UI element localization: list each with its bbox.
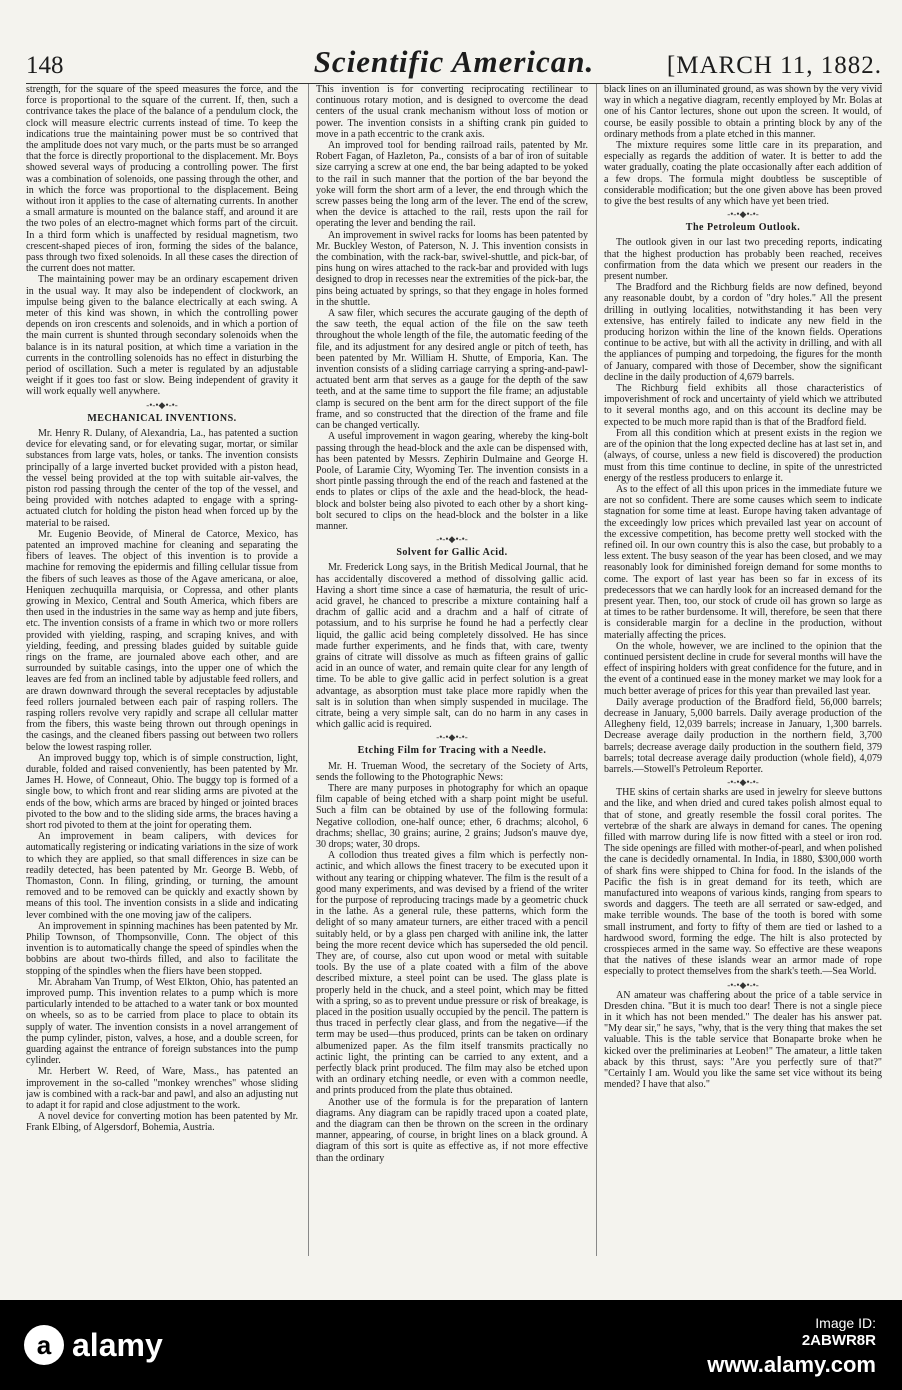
article-text: An improvement in swivel racks for looms has been patented by Mr. Buckley Weston, of Paterson, N. J. This invention consists in the combination, with the rack-bar, swivel-shuttle, and pick-bar, of pins hung on wires attached to the rack-bar and provided with lugs designed to drop in recesses near the extremities of the pick-bar, the pins being actuated by springs, so that they engage in holes formed in the shuttle.	[316, 229, 588, 308]
column-divider	[308, 84, 309, 1256]
masthead	[26, 44, 882, 84]
section-ornament: -•-•◆•-•-	[727, 777, 759, 788]
image-id-block	[802, 1314, 876, 1350]
column-right	[604, 84, 882, 1256]
article-text: An improved tool for bending railroad rails, patented by Mr. Robert Fagan, of Hazleton, Pa., consists of a bar of iron of suitable size carrying a screw at one end, the bar being adapted to be yoked to the rail in such manner that the portion of the bar beyond the yoke will form the short arm of a lever, the end through which the screw passes being the long arm of the lever. The end of the screw, when the device is attached to the rail, rests upon the rail for operating the lever and bending the rail.	[316, 140, 588, 230]
article-text: The maintaining power may be an ordinary escapement driven in the usual way. It may also be independent of clockwork, an impulse being given to the balance electrically at each swing. A meter of this kind was shown, in which the controlling power depends on iron crescents and solenoids, and in which a portion of the main current is shunted through secondary solenoids when the balance is in its natural position, at which time a variation in the currents in the controlling solenoids has no effect in disturbing the period of oscillation. Such a meter is regulated by an adjustable weight if it goes too fast or slow. Being independent of gravity it will work equally well anywhere.	[26, 274, 298, 398]
section-ornament: -•-•◆•-•-	[436, 732, 468, 743]
article-text: This invention is for converting reciprocating rectilinear to continuous rotary motion, and is designed to overcome the dead centers of the usual crank mechanism without loss of motion or power. The invention consists in a shifting crank pin guided to move in a path eccentric to the crank axis.	[316, 84, 588, 140]
section-ornament: -•-•◆•-•-	[727, 209, 759, 220]
section-heading-mechanical-inventions: MECHANICAL INVENTIONS.	[87, 412, 237, 424]
article-text: An improvement in beam calipers, with devices for automatically registering or indicating variations in the size of work to which they are applied, so that small differences in size can be readily detected, has been patented by Mr. George B. Webb, of Thomaston, Conn. In filing, grinding, or turning, the amount removed and to be removed can be quickly and exactly shown by means of this tool. The invention consists in a slide and indicating lever combined with the one moving jaw of the calipers.	[26, 831, 298, 921]
section-ornament: -•-•◆•-•-	[436, 534, 468, 545]
article-text: A saw filer, which secures the accurate gauging of the depth of the saw teeth, the equal action of the file on the saw teeth throughout the whole length of the file, the automatic feeding of the file, and its adjustment for any desired angle or pitch of teeth, has been patented by Mr. William H. Shutte, of Emporia, Kan. The invention consists of a sliding carriage carrying a spring-and-pawl-actuated bent arm that serves as a gauge for the depth of the saw teeth, and at the same time to support the file frame; an adjustable clamp is secured on the bent arm for the direct support of the file frame, and so constructed that the direction of the frame and file can be changed vertically.	[316, 308, 588, 432]
alamy-logo	[24, 1322, 246, 1368]
article-text: The outlook given in our last two preceding reports, indicating that the highest production has probably been reached, receives confirmation from the data which we present our readers in the present number.	[604, 237, 882, 283]
article-text: An improvement in spinning machines has been patented by Mr. Philip Townson, of Thompsonville, Conn. The object of this invention is to automatically change the speed of spindles when the bobbins are about two-thirds filled, and also to facilitate the stopping of the spindles when the fliers have been stopped.	[26, 920, 298, 977]
column-middle	[316, 84, 588, 1256]
article-text: Another use of the formula is for the preparation of lantern diagrams. Any diagram can be rapidly traced upon a coated plate, and the diagram can then be thrown on the screen in the ordinary manner, appearing, of course, in bright lines on a black ground. A diagram of this sort is quite as effective as, if not more effective than the ordinary	[316, 1096, 588, 1164]
article-text: An improved buggy top, which is of simple construction, light, durable, folded and raised conveniently, has been patented by Mr. James H. Howe, of Conneaut, Ohio. The buggy top is formed of a single bow, to which front and rear sliding arms are pivoted at the ends of the bow, which arms are braced by hinged or jointed braces pivoted to the bow and to the sliding side arms, the braces having a short rod pivoted to them at the joint for operating them.	[26, 752, 298, 831]
article-text: From all this condition which at present exists in the region we are of the opinion that the long expected decline has at last set in, and (always, of course, unless a new field is discovered) the production must from this time continue to decline, in spite of the unrestricted energy of the restless producers to enlarge it.	[604, 427, 882, 484]
article-text: As to the effect of all this upon prices in the immediate future we are not so confident. There are some causes which seem to indicate stagnation for some time at least. Europe having taken advantage of the exceedingly low prices which prevailed last year on account of the excessive competition, has become pretty well stocked with the refined oil. In our own country this is also the case, but probably to a less extent. The busy season of the year has been closed, and we may reasonably look for diminished foreign demand for some months to come. The export of last year has been so far in excess of its predecessors that we can hardly look for an increased demand for the present year. Then, too, our stock of crude oil has grown so large as at times to be rather burdensome. It will, therefore, be seen that there is considerable margin for a decline in the production, without materially affecting the prices.	[604, 483, 882, 641]
article-text: Mr. Eugenio Beovide, of Mineral de Catorce, Mexico, has patented an improved machine for cleaning and separating the fibers of leaves. The object of this invention is to provide a machine for removing the epidermis and filling cellular tissue from the fibers of such leaves as those of the Agave americana, or aloe, Heniquen zechuquilla marquisia, or Copressa, and other plants growing in Mexico, Central and South America, which fibers are then used in the industries in the same way as hemp and jute fibers, etc. The invention consists of a frame in which two or more rollers provided with yielding, rasping, and scraping knives, and with yielding, feeding, and pressing blades guided by suitable guide rings on the frame, are journaled above each other, and are surrounded by suitable casings, into the upper one of which the leaves are fed from an inclined table by adjustable feed rollers, and are drawn downward through the several receptacles by adjustable feed rollers journaled between each pair of rasping rollers. The rasping rollers revolve very rapidly and scrape all cellular matter from the fibers, this waste being thrown out through openings in the casings, and the cleaned fibers passing out between two rollers below the lowest rasping roller.	[26, 528, 298, 753]
article-text: A collodion thus treated gives a film which is perfectly non-actinic, and which allows the finest tracery to be executed upon it without any tearing or chipping whatever. The film is the result of a good many experiments, and was devised by a friend of the writer for the purpose of reproducing tracings made by a geometric chuck in the lathe. As a general rule, these patterns, which form the delight of so many amateur turners, are either traced with a pencil suitably held, or by a glass pen charged with aniline ink, the latter being the more recent device which has superseded the old pencil. They are, of course, also cut upon wood or metal with suitable tools. By the use of a plate coated with a film of the above described mixture, a steel point can be used. The glass plate is properly held in the chuck, and a steel point, which may be fitted with a spring, so as to prevent undue pressure or risk of breakage, is placed in the position usually occupied by the pencil. The pattern is thus traced in perfectly clear glass, and from the negative—if the term may be used—thus produced, prints can be taken on ordinary albumenized paper. As the film itself transmits practically no actinic light, the printing can be carried to any extent, and a perfectly black print produced. The film may also be etched upon with an ordinary etching needle, or even with a common needle, and prints produced from the plate thus obtained.	[316, 850, 588, 1097]
article-text: strength, for the square of the speed measures the force, and the force is proportional to the square of the current. If, then, such a contrivance takes the place of the balance of a pendulum clock, the clock will measure electric currents instead of time. To keep the indications true the maintaining power must be so contrived that the amplitude does not vary much, or the parts must be so arranged that the force is directly proportional to the displacement. Mr. Boys showed several ways of producing a controlling power. The first was a combination of solenoids, one passing through the other, and in which the force was proportional to the displacement. Being without iron it applies to the case of alternating currents. In another a small armature is mounted on the balance staff, and around it are the two poles of an electro-magnet which forms part of the circuit. In a third form which is unaffected by residual magnetism, two crescent-shaped pieces of iron, forming the sides of the balance, pass through two fixed solenoids. In all these cases the direction of the current does not matter.	[26, 84, 298, 275]
article-text: Mr. Henry R. Dulany, of Alexandria, La., has patented a suction device for elevating sand, or for elevating sugar, mortar, or similar substances from large vats, holes, or tanks. The invention consists principally of a large inverted bucket provided with a piston head, the vessel being provided at the top with suitable air-valves, the piston rod passing through the center of the top of the vessel, and being provided with notches adapted to engage with a spring-actuated clutch for holding the piston head when forced up by the material to be raised.	[26, 427, 298, 529]
article-text: AN amateur was chaffering about the price of a table service in Dresden china. "But it is much too dear! There is not a single piece in it which has not been mended." The dealer has his answer pat. "My dear sir," he says, "why, that is the very thing that makes the set valuable. This is the table service that Bonaparte broke when he kicked over the preliminaries at Leoben!" The amateur, a little taken aback by this thrust, says: "Are you perfectly sure of that?" "Certainly I am. Would you like the same set vice without its being mended? I have that also."	[604, 989, 882, 1091]
section-ornament: -•-•◆•-•-	[727, 979, 759, 990]
article-text: black lines on an illuminated ground, as was shown by the very vivid way in which a negative diagram, recently employed by Mr. Bolas at one of his Cantor lectures, shone out upon the screen. It would, of course, be easily possible to obtain a printing block by any of the ordinary methods from a plate etched in this manner.	[604, 84, 882, 140]
logo-mark-icon: a	[24, 1325, 64, 1365]
article-text: The mixture requires some little care in its preparation, and especially as regards the addition of water. It is better to add the water gradually, coating the plate occasionally after each addition of a few drops. The formula might doubtless be susceptible of considerable modification; but the one given above has been proved to give the best results of any which have yet been tried.	[604, 140, 882, 208]
site-url: www.alamy.com	[707, 1352, 876, 1377]
image-id-label: Image ID:	[815, 1315, 876, 1331]
column-left	[26, 84, 298, 1256]
article-text: On the whole, however, we are inclined to the opinion that the continued persistent decline in crude for several months will have the effect of inspiring holders with great confidence for the future, and in the event of a continued ease in the money market we may look for a much better average of prices for this year than prevailed last year.	[604, 640, 882, 697]
section-heading-petroleum-outlook: The Petroleum Outlook.	[685, 222, 801, 234]
article-text: The Bradford and the Richburg fields are now defined, beyond any reasonable doubt, by a cordon of "dry holes." All the present drilling in outlying localities, notwithstanding it has been very extensive, has entirely failed to indicate any new field in the producing horizon within the line of the known fields. Operations continue to be active, but with all the activity in drilling, and with all the appliances of pumping and torpedoing, the figures for the month of January, compared with those of December, show the significant decline in the daily production of 4,679 barrels.	[604, 282, 882, 383]
article-text: Mr. H. Trueman Wood, the secretary of the Society of Arts, sends the following to the Photographic News:	[316, 760, 588, 783]
article-text: THE skins of certain sharks are used in jewelry for sleeve buttons and the like, and when dried and cured takes polish almost equal to that of stone, and greatly resemble the fossil coral porites. The vertebræ of the shark are always in demand for canes. The opening filled with marrow during life is now fitted with a steel or iron rod. The side openings are filled with mother-of-pearl, and when polished the cane is decidedly ornamental. In India, in 1880, $300,000 worth of shark fins were shipped to China for food. In the islands of the Pacific the fish is in great demand for its teeth, which are manufactured into weapons of various kinds, ranging from spears to swords and daggers. The teeth are all serrated or saw-edged, and make terrible wounds. The base of the tooth is bored with some small instrument, and forty to fifty of them are tied or lashed to a hardwood sword, forming the edge. The hilt is also protected by crosspieces armed in the same way. So effective are these weapons that the natives of these islands wear an armor made of rope especially to protect themselves from the shark's teeth.—Sea World.	[604, 787, 882, 978]
publication-title: Scientific American.	[313, 44, 595, 79]
logo-wordmark: alamy	[72, 1326, 163, 1363]
issue-date: [MARCH 11, 1882.	[666, 52, 882, 79]
article-text: Daily average production of the Bradford field, 56,000 barrels; decrease in January, 5,000 barrels. Daily average production of the Allegheny field, 12,039 barrels; increase in January, 1,300 barrels. Decrease average daily production in the northern field, 3,700 barrels; decrease average daily production in the southern field, 379 barrels; total decrease average daily production (whole field), 4,079 barrels.—Stowell's Petroleum Reporter.	[604, 696, 882, 775]
section-ornament: -•-•◆•-•-	[146, 399, 178, 410]
section-heading-etching-film: Etching Film for Tracing with a Needle.	[357, 745, 547, 757]
stock-watermark-bar	[0, 1300, 902, 1390]
article-text: A novel device for converting motion has been patented by Mr. Frank Elbing, of Algersdorf, Bohemia, Austria.	[26, 1111, 298, 1134]
page-number: 148	[26, 52, 64, 79]
article-text: There are many purposes in photography for which an opaque film capable of being etched with a sharp point might be useful. Such a film can be obtained by use of the following formula: Negative collodion, one-half ounce; ether, 6 drachms; alcohol, 6 drachms; shellac, 30 grains; aurine, 2 grains; Judson's mauve dye, 30 drops; water, 30 drops.	[316, 782, 588, 850]
article-text: Mr. Frederick Long says, in the British Medical Journal, that he has accidentally discovered a method of dissolving gallic acid. Having a short time since a case of hæmaturia, the result of uric-acid gravel, he chanced to prescribe a mixture containing half a drachm of gallic acid and a drachm and a half of citrate of potassium, and to his surprise he found he had a perfectly clear liquid, the gallic acid being completely dissolved. He has since made further experiments, and he finds that, with care, twenty grains of citrate will dissolve as much as fifteen grains of gallic acid in an ounce of water, and remain quite clear for any length of time. To be able to give gallic acid in perfect solution is a great advantage, as absorption must take place more rapidly when the salt is in solution than when simply suspended in mucilage. The citrate, being a very simple salt, can do no harm in any cases in which gallic acid is required.	[316, 562, 588, 731]
article-text: A useful improvement in wagon gearing, whereby the king-bolt passing through the head-block and the axle can be dispensed with, has been patented by Messrs. Zephirin Dulmaine and George H. Poole, of Laramie City, Wyoming Ter. The invention consists in a short pintle passing through the end of the reach and fastened at the ends to plates or clips of the axle and the head-block, the head-block and bolster being also pivoted to each other by a short king-bolt secured to clips on the head-block and the bolster in a like manner.	[316, 431, 588, 532]
article-text: Mr. Abraham Van Trump, of West Elkton, Ohio, has patented an improved pump. This invention relates to a pump which is more particularly intended to be attached to a water tank or box mounted on wheels, so as to be carried from place to place to obtain its supply of water. The invention consists in a novel arrangement of the pump cylinder, piston, valves, a hose, and a double screen, for guarding against the entrance of foreign substances into the pump cylinder.	[26, 976, 298, 1067]
image-id-value: 2ABWR8R	[801, 1332, 876, 1349]
column-divider	[596, 84, 597, 1256]
section-heading-gallic-acid: Solvent for Gallic Acid.	[396, 547, 508, 559]
article-text: Mr. Herbert W. Reed, of Ware, Mass., has patented an improvement in the so-called "monkey wrenches" whose sliding jaw is combined with a rack-bar and pawl, and also an adjusting nut to adapt it for rapid and close adjustment to the work.	[26, 1066, 298, 1112]
article-text: The Richburg field exhibits all those characteristics of impoverishment of rock and uncertainty of yield which we attributed to it several months ago, and on this account its decline may be expected to be much more rapid than is that of the Bradford field.	[604, 383, 882, 428]
